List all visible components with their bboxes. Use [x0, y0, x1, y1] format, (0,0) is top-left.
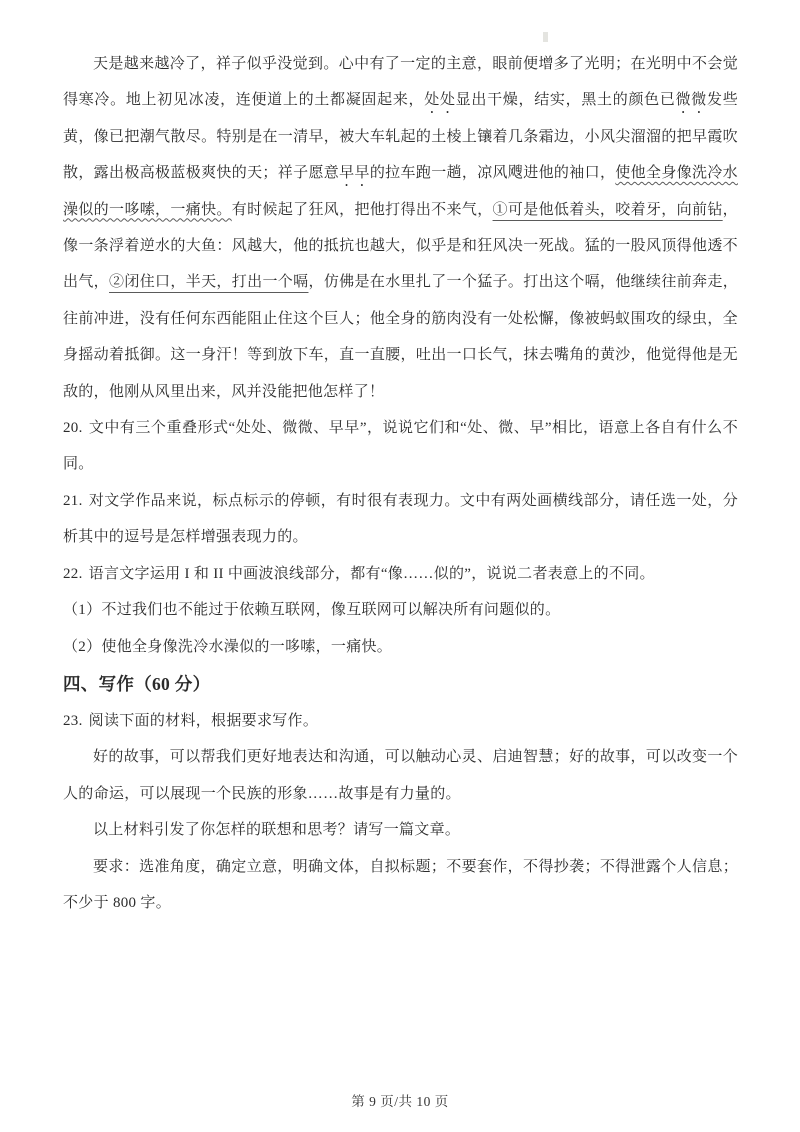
question-21-number: 21. — [63, 492, 83, 509]
passage-segment-dots: 早早 — [339, 165, 370, 182]
passage-segment-dots: 处处 — [424, 92, 456, 109]
sub-item-2-label: （2） — [63, 638, 102, 655]
section-heading-writing: 四、写作（60 分） — [63, 673, 211, 694]
sub-item-1-label: （1） — [63, 602, 102, 619]
requirements-line: 要求：选准角度，确定立意，明确文体，自拟标题；不要套作，不得抄袭；不得泄露个人信息；不少于 800 字。 — [63, 858, 738, 911]
passage-segment-plain: 天是越来越冷了，祥子似乎没觉到。心中有了一定的主意，眼前便增多了光明；在光明中不会觉得寒冷。地上初见冰凌，连便道上的土都凝固起来， — [63, 56, 738, 109]
passage-segment-underline: ①可是他低着头，咬着牙，向前钻 — [492, 201, 723, 218]
question-20 — [63, 410, 738, 483]
question-22-number: 22. — [63, 565, 83, 582]
passage-segment-plain: 显出干燥，结实，黑土的颜色已 — [455, 92, 676, 109]
passage-segment-underline: ②闭住口，半天，打出一个嗝 — [109, 274, 309, 291]
sub-item-1 — [63, 592, 738, 628]
question-20-text: 文中有三个重叠形式“处处、微微、早早”，说说它们和“处、微、早”相比，语意上各自有什么不同。 — [63, 420, 738, 473]
prompt-line: 以上材料引发了你怎样的联想和思考？请写一篇文章。 — [93, 822, 461, 839]
sub-item-2 — [63, 629, 738, 665]
material-paragraph: 好的故事，可以帮我们更好地表达和沟通，可以触动心灵、启迪智慧；好的故事，可以改变一个人的命运，可以展现一个民族的形象……故事是有力量的。 — [63, 749, 738, 802]
passage-segment-plain: 有时候起了狂风，把他打得出不来气， — [231, 201, 493, 218]
sub-item-2-text: 使他全身像洗冷水澡似的一哆嗦，一痛快。 — [101, 638, 393, 655]
reading-passage — [63, 46, 738, 410]
passage-segment-plain: 的拉车跑一趟，凉风飕进他的袖口， — [369, 165, 616, 182]
passage-segment-plain: 发些黄，像已把潮气散尽。特别是在一清早，被大车轧起的土棱上镶着几条霜边，小风尖溜溜的把早霞吹散，露出极高极蓝极爽快的天；祥子愿意 — [63, 92, 738, 182]
question-23-number: 23. — [63, 712, 83, 729]
scan-artifact — [543, 32, 548, 42]
question-23-text: 阅读下面的材料，根据要求写作。 — [88, 712, 319, 729]
passage-segment-plain: ，像一条浮着逆水的大鱼：风越大，他的抵抗也越大，似乎是和狂风决一死战。猛的一股风顶得他透不出气， — [63, 201, 738, 291]
question-23 — [63, 703, 738, 739]
page-footer: 第 9 页/共 10 页 — [351, 1094, 449, 1109]
question-22-text: 语言文字运用 I 和 II 中画波浪线部分，都有“像……似的”，说说二者表意上的不同。 — [88, 565, 655, 582]
passage-segment-dots: 微微 — [675, 92, 707, 109]
page-content — [63, 46, 738, 921]
passage-segment-wavy: 使他全身像洗冷水澡似的一哆嗦，一痛快。 — [63, 165, 738, 218]
sub-item-1-text: 不过我们也不能过于依赖互联网，像互联网可以解决所有问题似的。 — [101, 602, 561, 619]
question-22 — [63, 556, 738, 592]
question-21-text: 对文学作品来说，标点标示的停顿，有时很有表现力。文中有两处画横线部分，请任选一处，分析其中的逗号是怎样增强表现力的。 — [63, 492, 738, 546]
question-20-number: 20. — [63, 420, 83, 437]
passage-segment-plain: ，仿佛是在水里扎了一个猛子。打出这个嗝，他继续往前奔走，往前冲进，没有任何东西能阻止住这个巨人；他全身的筋肉没有一处松懈，像被蚂蚁围攻的绿虫，全身摇动着抵御。这一身汗！等到放下车，直一直腰，吐出一口长气，抹去嘴角的黄沙，他觉得他是无敌的，他刚从风里出来，风并没能把他怎样了！ — [63, 274, 739, 400]
question-21 — [63, 483, 738, 556]
